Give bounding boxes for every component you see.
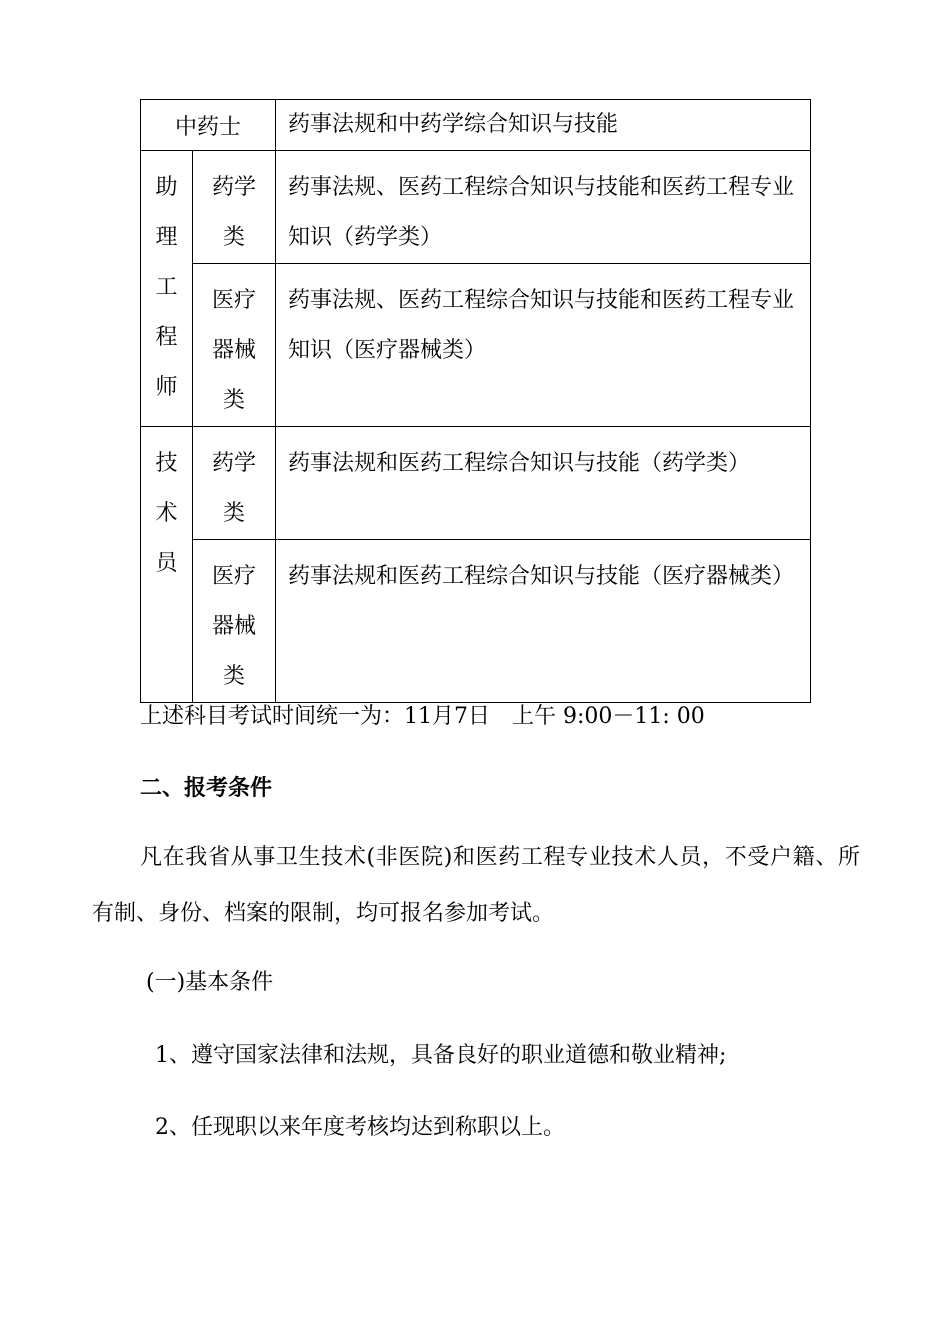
subject-cell: 药事法规、医药工程综合知识与技能和医药工程专业知识（医疗器械类）: [276, 264, 811, 427]
title-cell: 中药士: [141, 100, 276, 151]
category-cell: [141, 151, 193, 427]
category-cell: [141, 427, 193, 703]
table-row: [141, 151, 811, 264]
subcategory-label: 医疗器械类: [212, 288, 257, 413]
table-row: [141, 264, 811, 427]
subject-cell: 药事法规和医药工程综合知识与技能（药学类）: [276, 427, 811, 540]
list-item: 1、遵守国家法律和法规，具备良好的职业道德和敬业精神;: [155, 1043, 727, 1068]
subcategory-cell: [193, 540, 276, 703]
intro-paragraph: 凡在我省从事卫生技术(非医院)和医药工程专业技术人员，不受户籍、所有制、身份、档案的限制，均可报名参加考试。: [92, 845, 860, 926]
table-row: [141, 540, 811, 703]
subcategory-cell: [193, 151, 276, 264]
subcategory-cell: [193, 264, 276, 427]
subcategory-label: 药学类: [212, 451, 257, 526]
subject-cell: 药事法规、医药工程综合知识与技能和医药工程专业知识（药学类）: [276, 151, 811, 264]
subcategory-cell: [193, 427, 276, 540]
section-heading: 二、报考条件: [140, 776, 273, 801]
table-row: [141, 427, 811, 540]
sub-heading: (一)基本条件: [146, 970, 274, 995]
subcategory-label: 药学类: [212, 175, 257, 250]
category-label: 技术员: [155, 451, 178, 576]
subject-cell: 药事法规和医药工程综合知识与技能（医疗器械类）: [276, 540, 811, 703]
exam-time-note: 上述科目考试时间统一为：11月7日 上午 9:00－11: 00: [140, 704, 705, 729]
table-row: [141, 100, 811, 151]
exam-subject-table: [140, 99, 811, 703]
list-item: 2、任现职以来年度考核均达到称职以上。: [155, 1115, 565, 1140]
subject-cell: 药事法规和中药学综合知识与技能: [276, 100, 811, 151]
subcategory-label: 医疗器械类: [212, 564, 257, 689]
category-label: 助理工程师: [155, 175, 178, 400]
